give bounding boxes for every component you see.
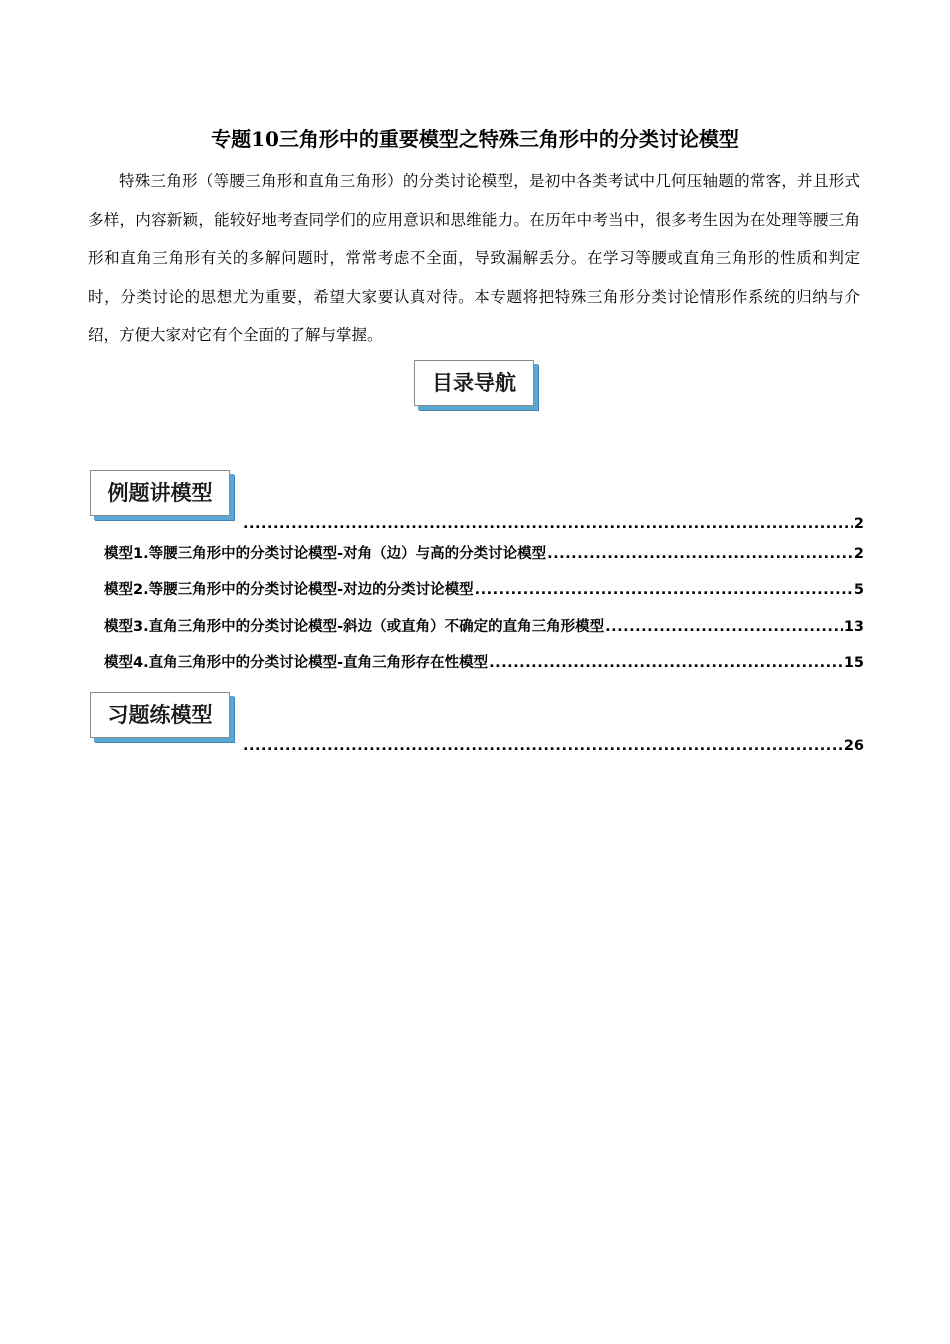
- toc-entry-model-2[interactable]: [104, 580, 864, 600]
- dot-leader: [475, 580, 853, 600]
- dot-leader: [605, 617, 843, 637]
- toc-entry-label: 模型2.等腰三角形中的分类讨论模型-对边的分类讨论模型: [104, 582, 474, 598]
- dot-leader: [243, 736, 843, 756]
- toc-page-number: 13: [843, 619, 864, 635]
- dot-leader: [243, 514, 853, 534]
- toc-heading-badge: 目录导航: [414, 360, 534, 406]
- document-title: 专题10三角形中的重要模型之特殊三角形中的分类讨论模型: [211, 127, 739, 151]
- toc-page-number: 26: [843, 738, 864, 754]
- examples-section-badge: 例题讲模型: [90, 470, 230, 516]
- toc-entry-label: 模型4.直角三角形中的分类讨论模型-直角三角形存在性模型: [104, 655, 489, 671]
- toc-entry-practice[interactable]: [242, 736, 864, 756]
- intro-paragraph: 特殊三角形（等腰三角形和直角三角形）的分类讨论模型，是初中各类考试中几何压轴题的常客，并且形式多样，内容新颖，能较好地考查同学们的应用意识和思维能力。在历年中考当中，很多考生因为在处理等腰三角形和直角三角形有关的多解问题时，常常考虑不全面，导致漏解丢分。在学习等腰或直角三角形的性质和判定时，分类讨论的思想尤为重要，希望大家要认真对待。本专题将把特殊三角形分类讨论情形作系统的归纳与介绍，方便大家对它有个全面的了解与掌握。: [88, 172, 860, 344]
- toc-entry-model-1[interactable]: [104, 544, 864, 564]
- toc-entry-model-4[interactable]: [104, 653, 864, 673]
- toc-page-number: 2: [853, 546, 864, 562]
- toc-page-number: 2: [853, 516, 864, 532]
- toc-page-number: 15: [843, 655, 864, 671]
- toc-entry-label: 模型1.等腰三角形中的分类讨论模型-对角（边）与高的分类讨论模型: [104, 546, 547, 562]
- toc-page-number: 5: [853, 582, 864, 598]
- practice-section-badge: 习题练模型: [90, 692, 230, 738]
- dot-leader: [489, 653, 843, 673]
- toc-entry-label: 模型3.直角三角形中的分类讨论模型-斜边（或直角）不确定的直角三角形模型: [104, 619, 605, 635]
- dot-leader: [547, 544, 853, 564]
- toc-entry-examples[interactable]: [242, 514, 864, 534]
- toc-entry-model-3[interactable]: [104, 617, 864, 637]
